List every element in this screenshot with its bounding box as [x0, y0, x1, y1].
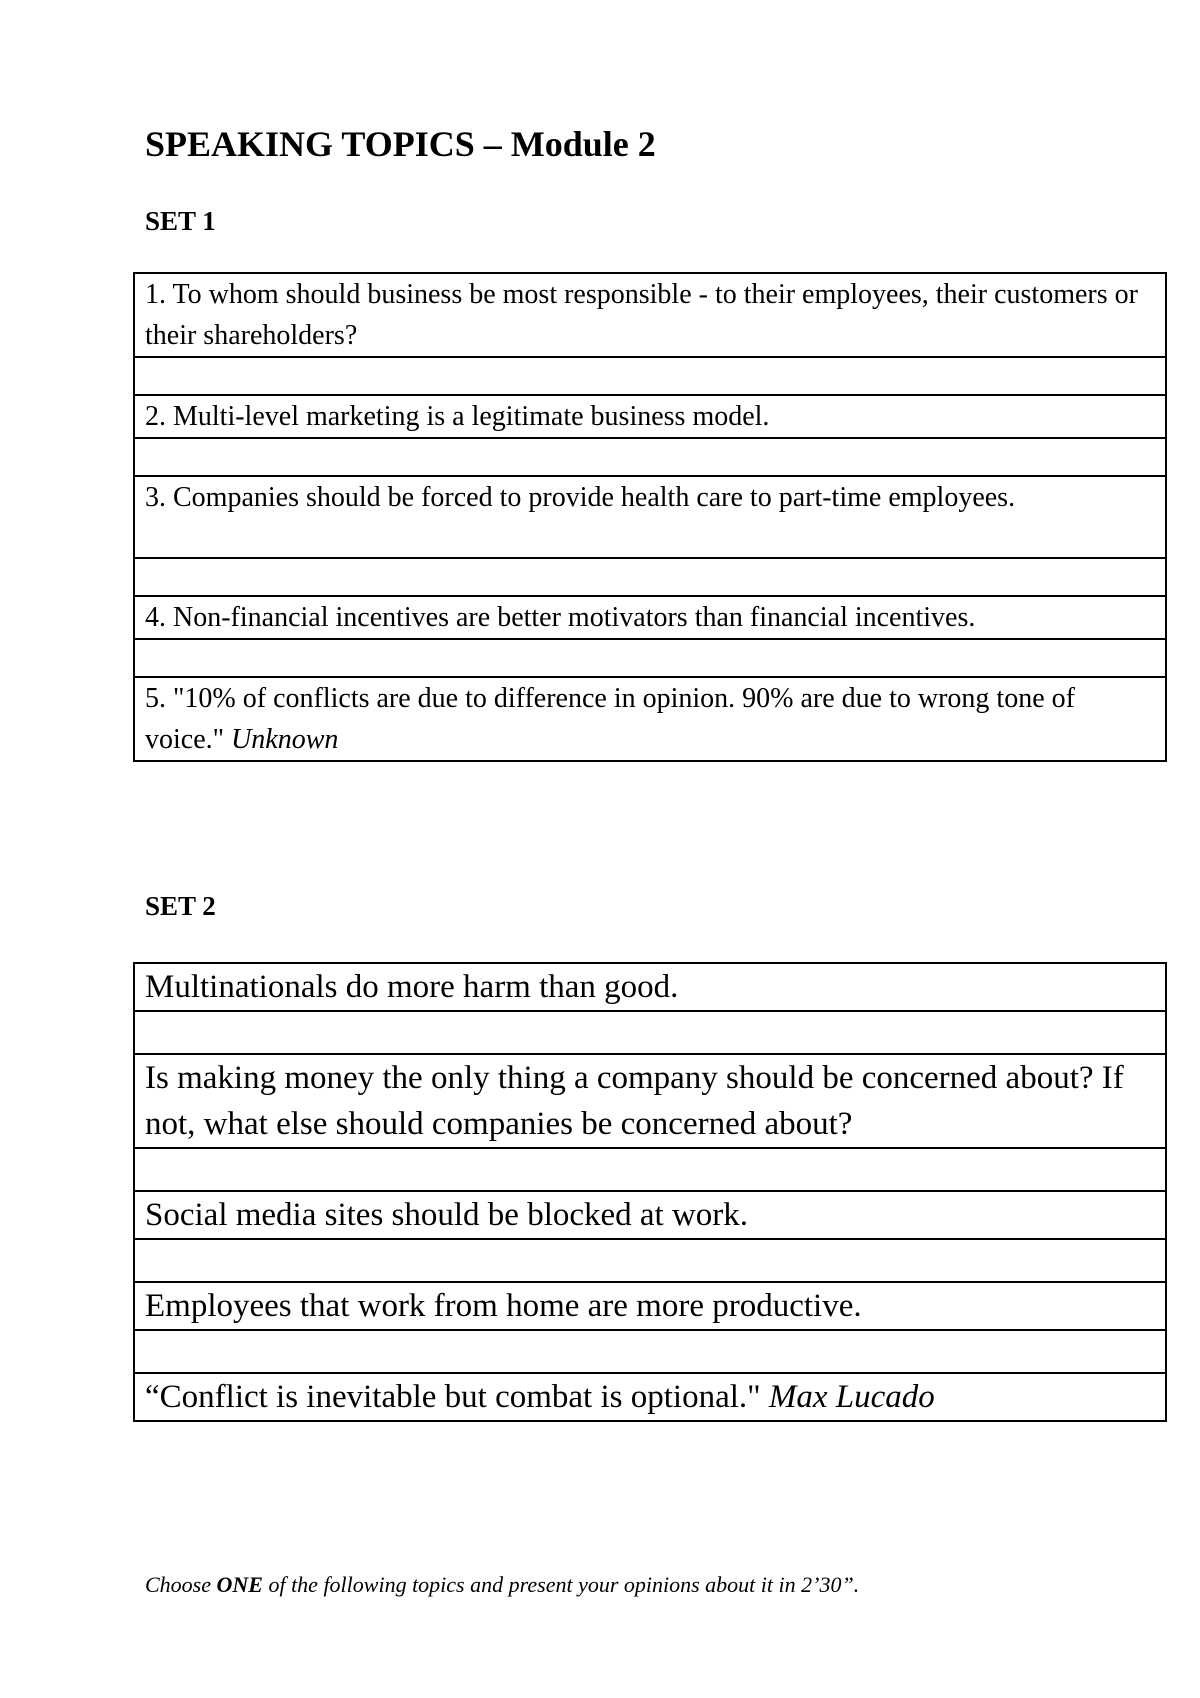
topic-cell: [134, 596, 1166, 639]
topic-text: 5. "10% of conflicts are due to difference in opinion. 90% are due to wrong tone of voice.": [145, 683, 1075, 755]
instruction-text-end: of the following topics and present your opinions about it in 2’30”.: [262, 1572, 860, 1597]
quote-attribution: Unknown: [231, 724, 339, 755]
topic-row: [134, 963, 1166, 1011]
blank-cell: [134, 639, 1166, 677]
topic-row: [134, 1054, 1166, 1148]
topic-text: Social media sites should be blocked at work.: [145, 1197, 749, 1233]
topic-text: 4. Non-financial incentives are better motivators than financial incentives.: [145, 602, 976, 633]
blank-cell: [134, 1011, 1166, 1054]
topic-row: [134, 476, 1166, 558]
topic-text: Multinationals do more harm than good.: [145, 969, 679, 1005]
blank-row: [134, 1239, 1166, 1282]
instruction-emphasis: ONE: [216, 1572, 263, 1597]
page-title: SPEAKING TOPICS – Module 2: [145, 124, 656, 164]
set-2-topics-table: [133, 962, 1167, 1422]
blank-row: [134, 438, 1166, 476]
blank-row: [134, 639, 1166, 677]
blank-cell: [134, 558, 1166, 596]
topic-text: “Conflict is inevitable but combat is optional.": [145, 1379, 769, 1415]
topic-cell: [134, 1054, 1166, 1148]
blank-row: [134, 357, 1166, 395]
set-1-heading: SET 1: [145, 206, 216, 236]
topic-text: 2. Multi-level marketing is a legitimate business model.: [145, 401, 770, 432]
topic-cell: [134, 395, 1166, 438]
topic-text: Is making money the only thing a company should be concerned about? If not, what else should companies be concerned about?: [145, 1060, 1124, 1142]
set-1-topics-table: [133, 272, 1167, 762]
blank-cell: [134, 438, 1166, 476]
topic-row: [134, 273, 1166, 357]
topic-cell: [134, 476, 1166, 558]
instruction-text-start: Choose: [145, 1572, 217, 1597]
topic-row: [134, 395, 1166, 438]
topic-cell: [134, 1373, 1166, 1421]
topic-cell: [134, 1282, 1166, 1330]
topic-row: [134, 1191, 1166, 1239]
blank-row: [134, 1148, 1166, 1191]
quote-attribution: Max Lucado: [768, 1379, 935, 1415]
topic-row: [134, 596, 1166, 639]
blank-cell: [134, 1148, 1166, 1191]
topic-cell: [134, 963, 1166, 1011]
blank-row: [134, 1330, 1166, 1373]
blank-row: [134, 558, 1166, 596]
topic-text: 1. To whom should business be most responsible - to their employees, their customers or their shareholders?: [145, 279, 1138, 351]
topic-row: [134, 677, 1166, 761]
blank-cell: [134, 1330, 1166, 1373]
blank-cell: [134, 357, 1166, 395]
topic-text: 3. Companies should be forced to provide health care to part-time employees.: [145, 482, 1016, 513]
topic-cell: [134, 1191, 1166, 1239]
topic-row: [134, 1282, 1166, 1330]
blank-row: [134, 1011, 1166, 1054]
topic-row: [134, 1373, 1166, 1421]
topic-cell: [134, 273, 1166, 357]
set-2-heading: SET 2: [145, 891, 216, 921]
topic-cell: [134, 677, 1166, 761]
topic-text: Employees that work from home are more productive.: [145, 1288, 862, 1324]
blank-cell: [134, 1239, 1166, 1282]
instruction-note: [145, 1570, 859, 1600]
